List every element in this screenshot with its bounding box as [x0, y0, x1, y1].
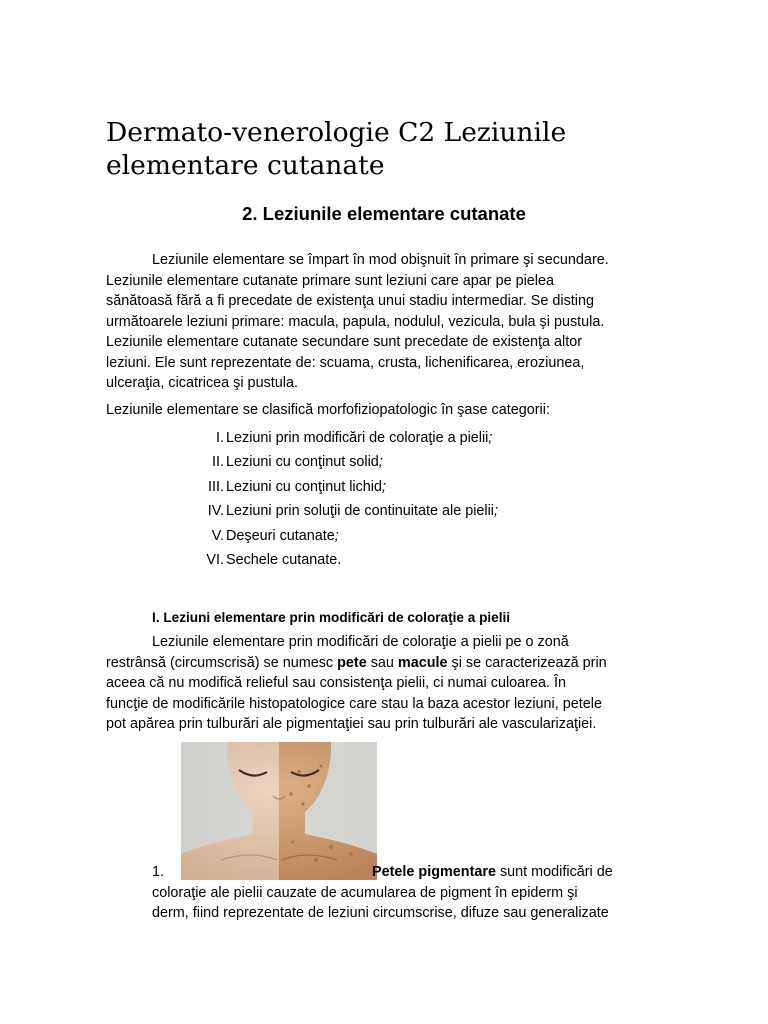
list-item-text: [226, 526, 339, 547]
paragraph-line: Leziunile elementare prin modificări de coloraţie a pielii pe o zonă: [152, 634, 569, 650]
bold-term-pete: pete: [337, 654, 367, 671]
list-item-number: V.: [211, 527, 224, 544]
list-item-end: ;: [488, 430, 493, 446]
document-title: [106, 116, 706, 182]
paragraph-line: [106, 653, 676, 674]
list-item: [0, 526, 768, 550]
list-item: [0, 550, 768, 574]
intro-paragraph: [106, 250, 666, 394]
paragraph-line: funcţie de modificările histopatologice care stau la baza acestor leziuni, petele: [106, 695, 602, 712]
section-heading: 2. Leziunile elementare cutanate: [242, 203, 526, 224]
list-item-number: I.: [216, 430, 224, 446]
paragraph-line: ulceraţia, cicatricea şi pustula.: [106, 375, 298, 391]
list-item-number: VI.: [206, 551, 224, 568]
paragraph-line: următoarele leziuni primare: macula, papula, nodulul, vezicula, bula şi pustula.: [106, 313, 605, 330]
bold-term-pigment-spots: Petele pigmentare: [372, 864, 496, 880]
paragraph-line: leziuni. Ele sunt reprezentate de: scuama, crusta, lichenificarea, eroziunea,: [106, 354, 585, 371]
macule-paragraph: [106, 632, 676, 735]
list-item-label: Leziuni cu conţinut lichid: [226, 478, 382, 495]
list-item: [0, 452, 768, 476]
text-run: restrânsă (circumscrisă) se numesc: [106, 654, 338, 671]
list-item-label: Sechele cutanate.: [226, 551, 342, 568]
list-item-end: ;: [378, 454, 383, 471]
list-item-text: [226, 477, 386, 498]
list-item-end: ;: [382, 478, 386, 495]
list-item-text: [226, 452, 383, 473]
list-item-text: [226, 428, 492, 449]
paragraph-line: Leziunile elementare cutanate secundare sunt precedate de existenţa altor: [106, 334, 583, 350]
list-item-number: III.: [208, 478, 224, 495]
classification-paragraph: Leziunile elementare se clasifică morfofiziopatologic în şase categorii:: [106, 402, 550, 418]
paragraph-line: pot apărea prin tulburări ale pigmentaţiei sau prin tulburări ale vascularizaţiei.: [106, 716, 597, 732]
list-item: [0, 477, 768, 501]
list-item-end: ;: [334, 527, 339, 544]
category-list: [0, 428, 768, 574]
document-title-line2: elementare cutanate: [106, 150, 385, 181]
paragraph-line: Leziunile elementare se împart în mod obişnuit în primare şi secundare.: [152, 252, 609, 268]
paragraph-line: aceea că nu modifică relieful sau consistenţa pielii, ci numai culoarea. În: [106, 675, 566, 691]
paragraph-line: Leziunile elementare cutanate primare sunt leziuni care apar pe pielea: [106, 272, 554, 289]
subsection-heading: I. Leziuni elementare prin modificări de coloraţie a pielii: [152, 610, 511, 625]
list-item-label: Leziuni prin soluţii de continuitate ale pielii: [226, 503, 494, 520]
text-run: sunt modificări de: [495, 864, 613, 880]
paragraph-line: sănătoasă fără a fi precedate de existenţa unui stadiu intermediar. Se disting: [106, 293, 594, 309]
paragraph-line: [152, 862, 672, 883]
text-run: şi se caracterizează prin: [447, 654, 607, 671]
pigment-spots-paragraph: [152, 862, 672, 924]
bold-term-macule: macule: [397, 654, 448, 671]
list-item-text: [226, 501, 498, 522]
list-item-end: ;: [494, 503, 498, 520]
list-item-label: Leziuni cu conţinut solid: [226, 454, 379, 471]
list-item-text: [226, 550, 341, 571]
item-number: 1.: [152, 864, 165, 880]
list-item-number: II.: [212, 454, 224, 471]
paragraph-line: derm, fiind reprezentate de leziuni circumscrise, difuze sau generalizate: [152, 905, 609, 921]
list-item: [0, 428, 768, 452]
list-item-number: IV.: [207, 503, 224, 520]
face-skin-photo: [181, 742, 377, 880]
document-title-line1: Dermato-venerologie C2 Leziunile: [106, 117, 567, 148]
paragraph-line: coloraţie ale pielii cauzate de acumularea de pigment în epiderm şi: [152, 884, 578, 901]
text-run: sau: [366, 654, 398, 671]
list-item: [0, 501, 768, 525]
list-item-label: Deşeuri cutanate: [226, 527, 335, 544]
list-item-label: Leziuni prin modificări de coloraţie a pielii: [226, 430, 489, 446]
